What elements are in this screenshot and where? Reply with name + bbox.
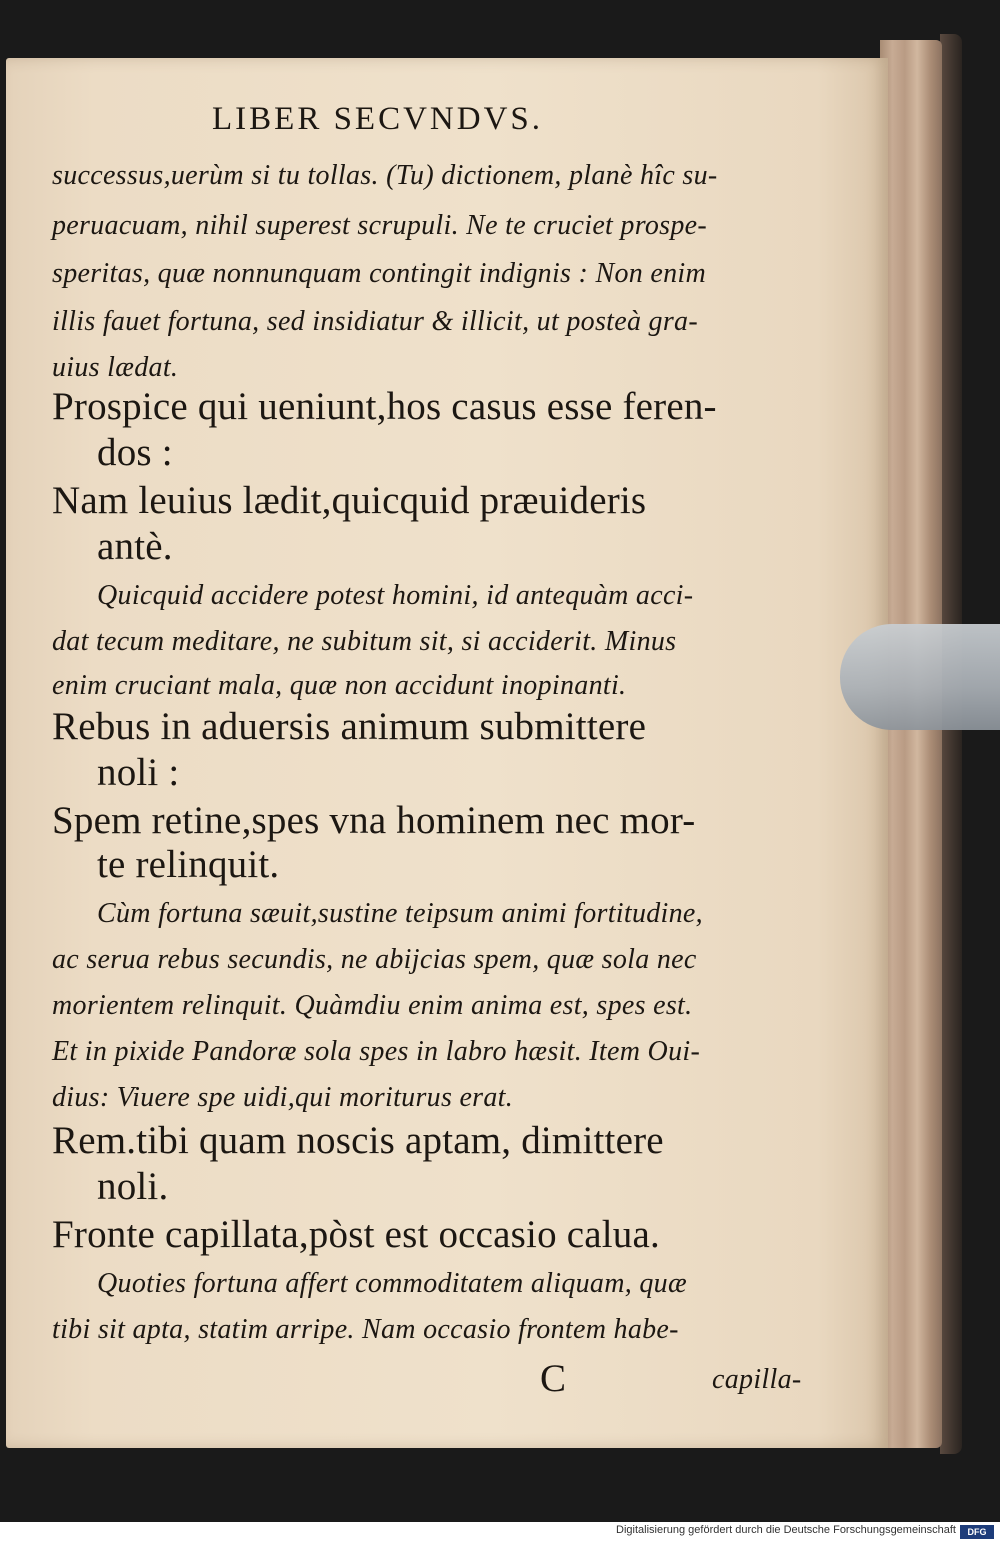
verse-line: Nam leuius lædit,quicquid præuideris: [52, 479, 647, 522]
text-line: Quicquid accidere potest homini, id antequàm acci-: [97, 580, 694, 611]
funding-credit: Digitalisierung gefördert durch die Deutsche Forschungsgemeinschaft: [616, 1524, 956, 1536]
book-cover-edge: [940, 34, 962, 1454]
text-line: morientem relinquit. Quàmdiu enim anima est, spes est.: [52, 990, 693, 1021]
verse-line: noli :: [97, 751, 180, 794]
text-line: Quoties fortuna affert commoditatem aliquam, quæ: [97, 1268, 687, 1299]
text-line: speritas, quæ nonnunquam contingit indignis : Non enim: [52, 258, 706, 289]
verse-line: Rem.tibi quam noscis aptam, dimittere: [52, 1119, 664, 1162]
text-line: Cùm fortuna sæuit,sustine teipsum animi fortitudine,: [97, 898, 703, 929]
verse-line: antè.: [97, 525, 173, 568]
verse-line: Prospice qui ueniunt,hos casus esse feren-: [52, 385, 717, 428]
text-line: Et in pixide Pandoræ sola spes in labro hæsit. Item Oui-: [52, 1036, 701, 1067]
verse-line: Rebus in aduersis animum submittere: [52, 705, 647, 748]
text-line: successus,uerùm si tu tollas. (Tu) dictionem, planè hîc su-: [52, 160, 718, 191]
verse-line: te relinquit.: [97, 843, 280, 886]
dfg-logo: DFG: [960, 1525, 994, 1539]
verse-line: Fronte capillata,pòst est occasio calua.: [52, 1213, 660, 1256]
signature-mark: C: [540, 1357, 567, 1400]
text-line: tibi sit apta, statim arripe. Nam occasio frontem habe-: [52, 1314, 679, 1345]
text-line: peruacuam, nihil superest scrupuli. Ne te cruciet prospe-: [52, 210, 708, 241]
footer-bar: [0, 1522, 1000, 1542]
catchword: capilla-: [712, 1364, 802, 1395]
text-line: enim cruciant mala, quæ non accidunt inopinanti.: [52, 670, 627, 701]
verse-line: noli.: [97, 1165, 169, 1208]
verse-line: Spem retine,spes vna hominem nec mor-: [52, 799, 696, 842]
text-line: ac serua rebus secundis, ne abijcias spem, quæ sola nec: [52, 944, 697, 975]
verse-line: dos :: [97, 431, 173, 474]
running-header: LIBER SECVNDVS.: [212, 101, 544, 137]
page-clip: [840, 624, 1000, 730]
text-line: illis fauet fortuna, sed insidiatur & illicit, ut posteà gra-: [52, 306, 698, 337]
text-line: uius lædat.: [52, 352, 179, 383]
page-stack-edge: [880, 40, 942, 1448]
text-line: dius: Viuere spe uidi,qui moriturus erat.: [52, 1082, 514, 1113]
text-line: dat tecum meditare, ne subitum sit, si acciderit. Minus: [52, 626, 677, 657]
